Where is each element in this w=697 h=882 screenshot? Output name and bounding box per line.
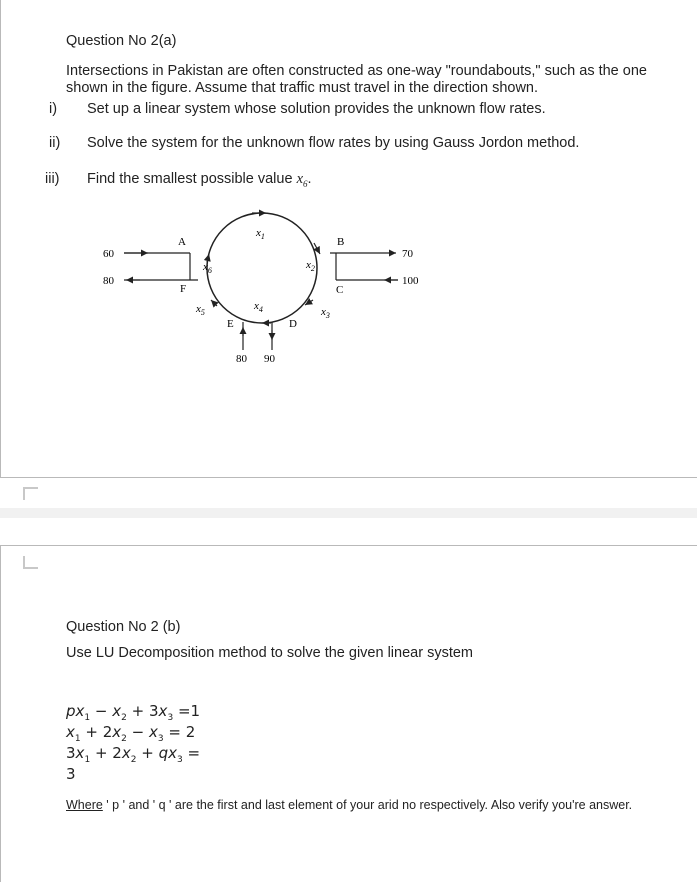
equation-3: $3x_1 + 2x_2 + qx_3$ = xyxy=(66,744,201,765)
item-i-text: Set up a linear system whose solution provides the unknown flow rates. xyxy=(87,101,546,117)
card-separator xyxy=(0,508,697,518)
flow-x2: $x_2$ xyxy=(306,259,315,273)
question-b-title: Question No 2 (b) xyxy=(66,619,181,635)
in-right-value: 100 xyxy=(402,275,419,287)
node-a: A xyxy=(178,236,186,248)
question-a-paragraph: Intersections in Pakistan are often constructed as one-way "roundabouts," such as the one shown in the figure. Assume that traffic must travel in the direction shown. xyxy=(66,63,647,96)
in-left-value: 60 xyxy=(103,248,114,260)
item-iii-label: Find the smallest possible value xyxy=(87,171,293,187)
note-text: ' p ' and ' q ' are the first and last element of your arid no respectively. Also verify you're answer. xyxy=(102,798,633,812)
flow-x1: $x_1$ xyxy=(256,227,265,241)
x6-symbol: $x_6$ xyxy=(296,171,308,189)
out-right-value: 70 xyxy=(402,248,413,260)
equation-3-rhs: 3 xyxy=(66,765,76,783)
node-f: F xyxy=(180,283,187,295)
node-c: C xyxy=(336,284,344,296)
item-iii-text: Find the smallest possible value $x_6$. xyxy=(87,171,312,189)
out-left-value: 80 xyxy=(103,275,114,287)
item-ii-text: Solve the system for the unknown flow rates by using Gauss Jordon method. xyxy=(87,135,580,151)
question-b-instruction: Use LU Decomposition method to solve the given linear system xyxy=(66,645,473,661)
bracket-marker xyxy=(23,556,38,569)
bottom-left-value: 80 xyxy=(236,353,247,365)
equation-1: $px_1 - x_2 + 3x_3 =1$ xyxy=(66,702,201,723)
bottom-right-value: 90 xyxy=(264,353,275,365)
node-e: E xyxy=(227,318,234,330)
note-where: Where xyxy=(66,798,103,812)
item-ii-number: ii) xyxy=(49,135,61,151)
node-d: D xyxy=(289,318,297,330)
question-b-note xyxy=(66,798,686,813)
flow-x5: $x_5$ xyxy=(196,303,205,317)
flow-x4: $x_4$ xyxy=(254,300,263,314)
flow-x6: $x_6$ xyxy=(203,261,212,275)
node-b: B xyxy=(337,236,345,248)
item-i-number: i) xyxy=(49,101,58,117)
flow-x3: $x_3$ xyxy=(321,306,330,320)
bracket-marker xyxy=(23,487,38,500)
question-a-title: Question No 2(a) xyxy=(66,33,177,49)
item-iii-number: iii) xyxy=(45,171,60,187)
equation-2: $x_1 + 2x_2 - x_3 = 2$ xyxy=(66,723,196,744)
